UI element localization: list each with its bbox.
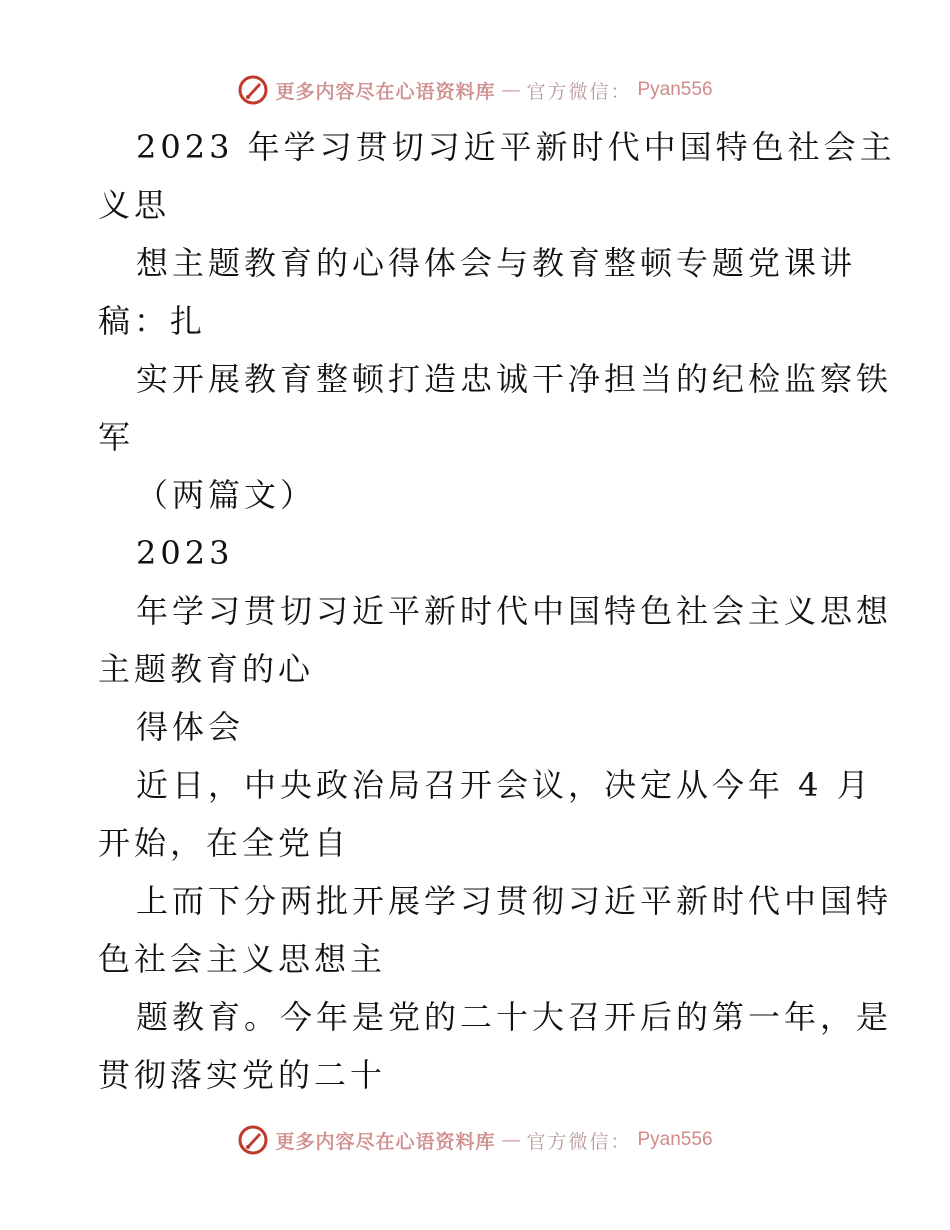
paragraph-line-1: 近日，中央政治局召开会议，决定从今年 4 月 <box>136 766 873 804</box>
banner-dash: — <box>501 79 521 101</box>
banner-dash: — <box>501 1129 521 1151</box>
section-line-4: 得体会 <box>136 708 245 746</box>
banner-contact: Pyan556 <box>637 1129 713 1150</box>
title-line-6: 军 <box>98 418 135 456</box>
banner-label: 官方微信： <box>526 1130 632 1153</box>
banner-contact: Pyan556 <box>637 79 713 100</box>
paragraph-line-3: 上而下分两批开展学习贯彻习近平新时代中国特 <box>136 882 893 920</box>
section-line-2: 年学习贯切习近平新时代中国特色社会主义思想 <box>136 592 893 630</box>
paragraph-line-4: 色社会主义思想主 <box>98 940 387 978</box>
section-line-1: 2023 <box>136 534 234 572</box>
banner-brand: 更多内容尽在心语资料库 <box>275 80 496 103</box>
paragraph-line-2: 开始，在全党自 <box>98 824 351 862</box>
pen-seal-icon <box>237 74 269 106</box>
header-banner <box>0 70 950 110</box>
paragraph-line-6: 贯彻落实党的二十 <box>98 1056 387 1094</box>
banner-brand: 更多内容尽在心语资料库 <box>275 1130 496 1153</box>
title-line-2: 义思 <box>98 186 171 224</box>
header-banner-content <box>237 74 712 106</box>
paragraph-line-5: 题教育。今年是党的二十大召开后的第一年，是 <box>136 998 893 1036</box>
title-line-4: 稿：扎 <box>98 302 207 340</box>
title-line-3: 想主题教育的心得体会与教育整顿专题党课讲 <box>136 244 857 282</box>
title-line-7: （两篇文） <box>136 476 317 514</box>
section-line-3: 主题教育的心 <box>98 650 315 688</box>
footer-banner <box>0 1120 950 1160</box>
pen-seal-icon <box>237 1124 269 1156</box>
title-line-1: 2023 年学习贯切习近平新时代中国特色社会主 <box>136 128 896 166</box>
banner-label: 官方微信： <box>526 80 632 103</box>
title-line-5: 实开展教育整顿打造忠诚干净担当的纪检监察铁 <box>136 360 893 398</box>
document-body <box>98 118 896 1104</box>
footer-banner-content <box>237 1124 712 1156</box>
